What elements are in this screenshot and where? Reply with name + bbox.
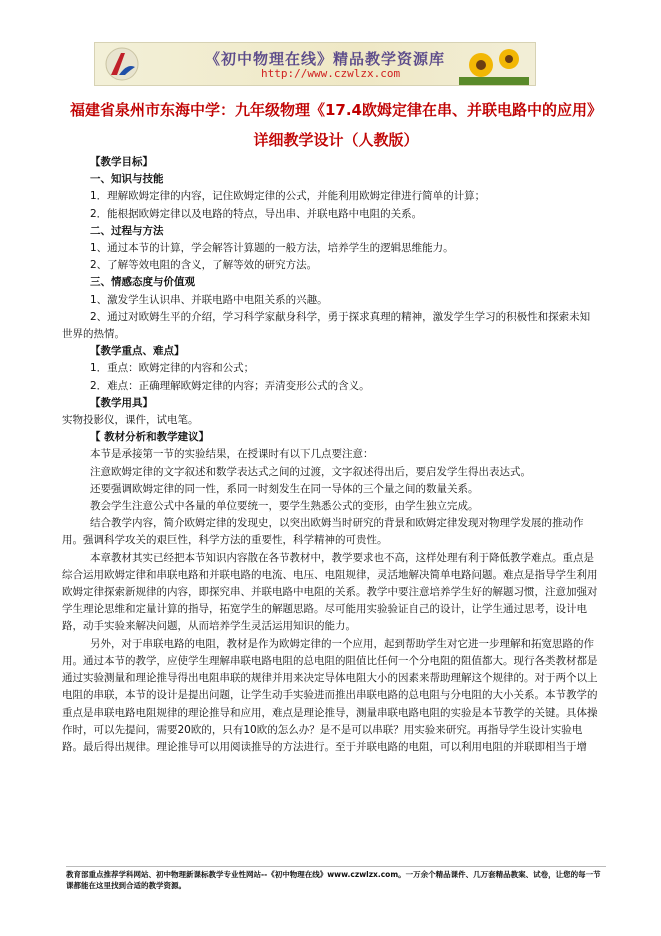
list-item: 2．难点：正确理解欧姆定律的内容；弄清变形公式的含义。 xyxy=(90,379,370,392)
paragraph: 本节是承接第一节的实验结果，在授课时有以下几点要注意： xyxy=(90,448,374,461)
document-title: 福建省泉州市东海中学：九年级物理《17.4欧姆定律在串、并联电路中的应用》详细教学设计（人教版） xyxy=(69,101,602,149)
header-banner xyxy=(94,42,536,86)
paragraph: 还要强调欧姆定律的同一性，系同一时刻发生在同一导体的三个量之间的数量关系。 xyxy=(90,482,479,495)
banner-url[interactable]: http://www.czwlzx.com xyxy=(261,67,401,80)
page-footer: 教育部重点推荐学科网站、初中物理新课标教学专业性网站--《初中物理在线》www.czwlzx.com。一万余个精品课件、几万套精品教案、试卷，让您的每一节课都能在这里找到合适的教学资源。 xyxy=(66,866,606,891)
paragraph: 2、通过对欧姆生平的介绍，学习科学家献身科学，勇于探求真理的精神，激发学生学习的积极性和探索未知世界的热情。 xyxy=(62,310,591,341)
document-body xyxy=(62,154,598,756)
list-item: 1、通过本节的计算，学会解答计算题的一般方法，培养学生的逻辑思维能力。 xyxy=(90,242,454,255)
list-item: 1．理解欧姆定律的内容，记住欧姆定律的公式，并能利用欧姆定律进行简单的计算； xyxy=(90,190,486,203)
site-logo-icon xyxy=(101,45,143,83)
section-heading: 【教学目标】 xyxy=(90,156,153,168)
subsection-heading: 二、过程与方法 xyxy=(90,224,164,237)
paragraph: 实物投影仪，课件，试电笔。 xyxy=(62,414,199,427)
section-heading: 【教学用具】 xyxy=(90,396,153,409)
subsection-heading: 三、情感态度与价值观 xyxy=(90,276,195,289)
paragraph: 注意欧姆定律的文字叙述和数学表达式之间的过渡，文字叙述得出后，要启发学生得出表达式。 xyxy=(90,465,531,478)
list-item: 1．重点：欧姆定律的内容和公式； xyxy=(90,362,255,375)
subsection-heading: 一、知识与技能 xyxy=(90,173,164,186)
list-item: 2、了解等效电阻的含义，了解等效的研究方法。 xyxy=(90,259,318,272)
list-item: 2．能根据欧姆定律以及电路的特点，导出串、并联电路中电阻的关系。 xyxy=(90,207,423,220)
banner-title: 《初中物理在线》精品教学资源库 xyxy=(205,50,446,68)
paragraph: 本章教材其实已经把本节知识内容散在各节教材中，教学要求也不高，这样处理有利于降低教学难点。重点是综合运用欧姆定律和串联电路和并联电路的电流、电压、电阻规律，灵活地解决简单电路问题。难点是指导学生利用欧姆定律探索新规律的内容，即探究串、并联电路中电阻的关系。教学中要注意培养学生好的解题习惯，注意加强对学生理论思维和定量计算的指导，拓宽学生的解题思路。尽可能用实验验证自己的设计，让学生通过思考，设计电路，动手实验来解决问题，从而培养学生灵活运用知识的能力。 xyxy=(62,551,598,633)
section-heading: 【 教材分析和教学建议】 xyxy=(90,431,210,444)
paragraph: 结合教学内容，简介欧姆定律的发现史，以突出欧姆当时研究的背景和欧姆定律发现对物理学发展的推动作用。强调科学攻关的艰巨性，科学方法的重要性，科学精神的可贵性。 xyxy=(62,517,584,547)
sunflower-icon xyxy=(459,45,529,85)
list-item: 1、激发学生认识串、并联电路中电阻关系的兴趣。 xyxy=(90,293,328,306)
paragraph: 另外，对于串联电路的电阻，教材是作为欧姆定律的一个应用，起到帮助学生对它进一步理解和拓宽思路的作用。通过本节的教学，应使学生理解串联电路电阻的总电阻的阻值比任何一个分电阻的阻值都大。现行各类教材都是通过实验测量和理论推导得出电阻串联的规律并用来决定导体电阻大小的因素来帮助理解这个规律的。对于两个以上电阻的串联，本节的设计是提出问题，让学生动手实验进而推出串联电路的总电阻与分电阻的大小关系。本节教学的重点是串联电路电阻规律的理论推导和应用，难点是理论推导，测量串联电路电阻的实验是本节教学的关键。具体操作时，可以先提问，需要20欧的，只有10欧的怎么办？是不是可以串联？用实验来研究。再指导学生设计实验电路。最后得出规律。理论推导可以用阅读推导的方法进行。至于并联电路的电阻，可以利用电阻的并联即相当于增 xyxy=(62,637,598,753)
section-heading: 【教学重点、难点】 xyxy=(90,345,185,358)
paragraph: 教会学生注意公式中各量的单位要统一，要学生熟悉公式的变形，由学生独立完成。 xyxy=(90,500,479,513)
